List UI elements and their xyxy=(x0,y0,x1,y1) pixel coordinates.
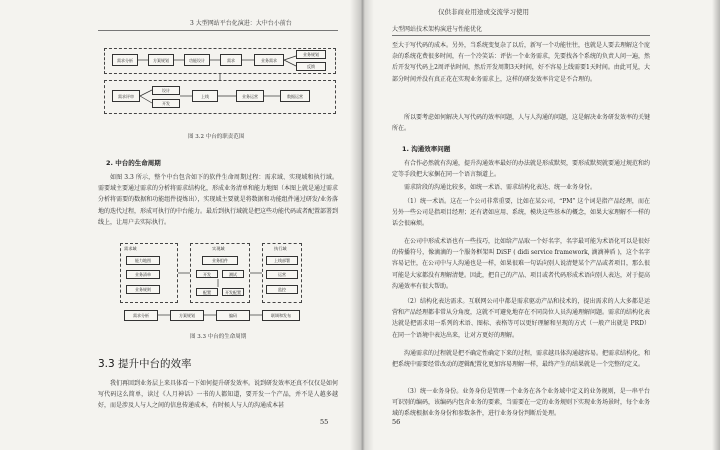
fig2-flow-1: 方案规划 xyxy=(170,310,204,321)
fig2-demand-item-2: 业务规则 xyxy=(126,285,160,294)
fig1-box-1: 方案规划 xyxy=(148,54,174,66)
fig2-flow-0: 需求分析 xyxy=(124,310,158,321)
running-head-top: 仅供非商业用途或交流学习使用 xyxy=(438,8,529,16)
paragraph-right-5: （1）统一术语。这在一个公司非常重要，比如在某公司，“PM” 这个词是指产品经理，而在另外一些公司是指项目经理；还有诸如应用、系统，模块这些基本的概念，如果大家理解不一样的话会很麻烦。 xyxy=(392,198,651,228)
fig1-box-4: 业务需求 xyxy=(254,54,284,66)
fig1-box-6: 反馈 xyxy=(296,62,326,71)
fig1-box-0: 需求分析 xyxy=(112,54,138,66)
page-number-left: 55 xyxy=(320,418,329,426)
fig1-box-9: 开发 xyxy=(152,99,180,108)
section-heading-lifecycle: 2. 中台的生命周期 xyxy=(106,159,161,167)
fig1-box-5: 业务规划 xyxy=(296,50,326,59)
paragraph-right-7: （2）结构化表达需求。互联网公司中都是需求驱动产品和技术的，提出需求的人大多都是运营和产品经理都非常从分角度，这就不可避免地存在不同岗位人员沟通理解问题。需求的结构化表达就是把需求用一系列的术语、图标、表格等可以更好理解和呈现的方式（一般产出就是 PRD）在同一个语境中表达出来，让对方更好的理解。 xyxy=(392,298,651,339)
paragraph-right-2: 所以要考虑如何解决人写代码的效率问题，人与人沟通的问题，这是解决业务研发效率的关键所在。 xyxy=(392,114,651,133)
fig2-col-title-2: 执行域 xyxy=(274,246,287,251)
fig2-impl-item-3: 配置 xyxy=(196,288,218,296)
running-head-left: 3 大型网站平台化演进：大中台小前台 xyxy=(190,20,292,27)
paragraph-right-1: 至大于写代码的成本。另外，当系统变复杂了以后，新写一个功能往往，也就是人要去理解这个庞杂的系统花费很多时间，有一个冷笑话：评估一个业务需求，先要找各个系统的负责人问一遍，然后开发写代码上2周评估时间，然后开发周期3天时间，好不容易上线需要1天时间。由此可见，大部分时间并没有真正花在实现业务需求上，这样的研发效率肯定是不合理的。 xyxy=(392,42,651,83)
fig1-box-12: 数据运营 xyxy=(280,90,310,102)
section-title-efficiency: 3.3 提升中台的效率 xyxy=(98,358,192,370)
fig2-exec-item-2: 监控 xyxy=(266,285,298,294)
fig2-impl-item-0: 业务组件 xyxy=(202,256,238,265)
fig1-box-8: 设计 xyxy=(152,86,180,95)
fig2-exec-item-0: 上线部署 xyxy=(266,256,298,265)
fig2-impl-item-1: 开发 xyxy=(196,270,218,278)
fig2-col-title-1: 实现域 xyxy=(212,246,225,251)
fig2-flow-2: 编码 xyxy=(216,310,250,321)
right-page xyxy=(362,0,720,450)
fig1-box-10: 上线 xyxy=(192,90,218,102)
paragraph-efficiency: 我们再回到业务层上来具体看一下如何提升研发效率。说到研发效率还真不仅仅是如何写代码这么简单，读过《人月神话》一书的人都知道，要开发一个产品，并不是人越多越好，而是涉及人与人之间的信息传递成本，有时候人与人的沟通成本甚 xyxy=(98,380,339,410)
page-number-right: 56 xyxy=(392,418,401,426)
paragraph-right-3: 有合作必然就有沟通，提升沟通效率最好的办法就是形成默契，要形成默契就要通过规范和约定等手段把大家捆在同一个语言频道上。 xyxy=(392,160,651,179)
figure-1-caption: 图 3.2 中台的职责范围 xyxy=(188,134,245,140)
fig1-box-7: 需求评审 xyxy=(112,90,140,102)
fig2-demand-item-0: 能力地图 xyxy=(126,256,160,265)
paragraph-right-4: 需求阶段的沟通比较多，如统一术语、需求结构化表达、统一业务身份。 xyxy=(404,184,597,191)
fig2-col-title-0: 需求域 xyxy=(124,246,137,251)
paragraph-right-9: （3）统一业务身份。业务身份是管理一个业务在各个业务域中定义的业务规则，是一串平台可识别的编码，该编码内包含业务的要素，当需要在一定的业务规则下实现业务场景时，每个业务域的系统根据业务身份和参数条件，进行业务身份判断后处理。 xyxy=(392,388,651,418)
fig2-exec-item-1: 运营 xyxy=(266,270,298,279)
fig1-box-3: 需求 xyxy=(220,54,242,66)
paragraph-lifecycle: 如图 3.3 所示，整个中台包含如下的软件生命周期过程：需求域、实现域和执行域。需要域主要通过需求的分析将需求结构化，形成业务清单和能力地图（本图上就是通过需求分析将需要的数据和功能组件提炼出），实现域主要就是将数据和功能组件通过研发/业务落地的迭代过程，形成可执行的中台能力。最后到执行域就是把这些功能代码或者配置部署到线上，让用户去实际执行。 xyxy=(98,174,339,226)
running-head-right: 大型网站技术架构演进与性能优化 xyxy=(392,26,483,33)
header-rule-right xyxy=(392,35,650,36)
fig1-box-2: 功能设计 xyxy=(184,54,210,66)
fig2-impl-item-2: 测试 xyxy=(222,270,244,278)
fig2-demand-item-1: 业务清单 xyxy=(126,270,160,279)
figure-2-caption: 图 3.3 中台的生命周期 xyxy=(190,334,247,340)
paragraph-right-8: 沟通需求的过程就是把不确定性确定下来的过程，需求越具体沟通越容易。把需求结构化，和把系统中需要经常改动的逻辑配置化更加容易理解一样，最终产生的结果就是一个完整的定义。 xyxy=(392,350,651,369)
fig1-box-11: 业务运营 xyxy=(236,90,264,102)
book-gutter xyxy=(350,0,374,450)
page-edge-shadow xyxy=(712,0,720,450)
fig2-impl-item-4: 开发配置 xyxy=(222,288,244,296)
heading-communication: 1. 沟通效率问题 xyxy=(402,145,451,153)
paragraph-right-6: 在公司中形成术语也有一些技巧，比如给产品取一个好名字，名字最可能为术语化可以是很好的传播符号，像滴滴的一个服务框架叫 DiSF ( didi service framework, 滴滴神盾 )，这个名字容易记住，在公司中与人沟通也是一样，如果很难一句话向别人说清楚某个产品或者项目，那么很可能是大家都没有理解清楚。因此，把自己的产品、项目或者代码形成术语向别人表达，对于提高沟通效率有很大帮助。 xyxy=(392,238,651,290)
fig2-flow-3: 联调和发布 xyxy=(262,310,300,321)
